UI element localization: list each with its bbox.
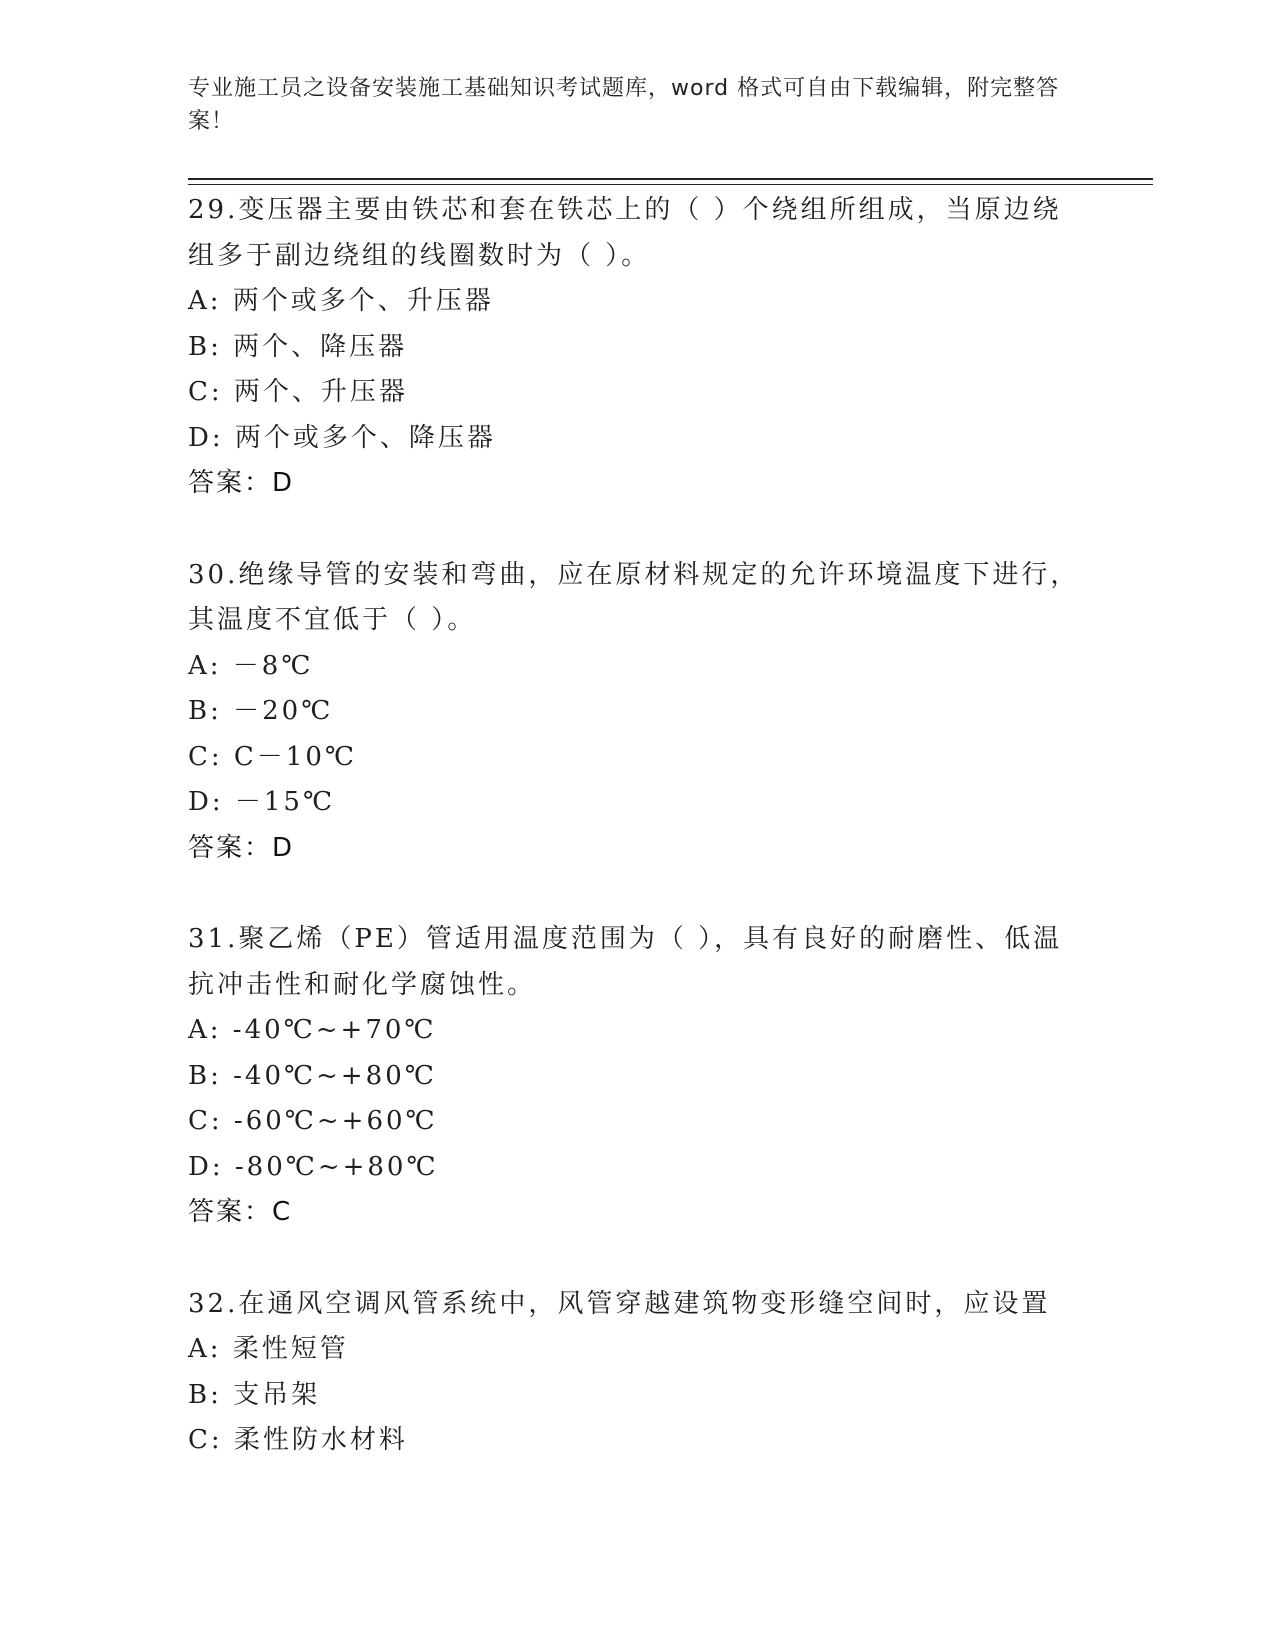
question-29 [188,188,1088,507]
header-rule-thick [188,178,1153,180]
header-rule-thin [188,184,1153,185]
question-stem: 30.绝缘导管的安装和弯曲，应在原材料规定的允许环境温度下进行，其温度不宜低于（ ）。 [188,559,1080,635]
document-header: 专业施工员之设备安装施工基础知识考试题库，word 格式可自由下载编辑，附完整答案！ [188,76,1060,134]
option-b: B: 支吊架 [188,1379,321,1410]
option-b: B: －20℃ [188,696,334,726]
option-d: D: －15℃ [188,787,336,817]
option-d: D: -80℃~+80℃ [188,1151,439,1182]
question-list [188,188,1088,1510]
question-stem: 29.变压器主要由铁芯和套在铁芯上的（ ）个绕组所组成，当原边绕组多于副边绕组的线圈数时为（ ）。 [188,195,1062,271]
question-31 [188,917,1088,1236]
option-c: C: 两个、升压器 [188,377,408,407]
option-b: B: -40℃~+80℃ [188,1060,437,1091]
option-a: A: －8℃ [188,650,314,681]
option-a: A: -40℃~+70℃ [188,1015,437,1045]
option-b: B: 两个、降压器 [188,331,408,362]
option-c: C: C－10℃ [188,741,357,772]
question-30 [188,553,1088,872]
answer-line: 答案：D [188,832,295,863]
option-a: A: 两个或多个、升压器 [188,286,494,316]
option-c: C: 柔性防水材料 [188,1425,408,1455]
option-a: A: 柔性短管 [188,1334,349,1364]
question-stem: 32.在通风空调风管系统中，风管穿越建筑物变形缝空间时，应设置 [188,1288,1051,1319]
option-d: D: 两个或多个、降压器 [188,422,496,453]
option-c: C: -60℃~+60℃ [188,1106,438,1136]
answer-line: 答案：C [188,1197,293,1227]
question-32 [188,1282,1088,1464]
question-stem: 31.聚乙烯（PE）管适用温度范围为（ ），具有良好的耐磨性、低温抗冲击性和耐化学腐蚀性。 [188,924,1063,1000]
answer-line: 答案：D [188,468,295,498]
